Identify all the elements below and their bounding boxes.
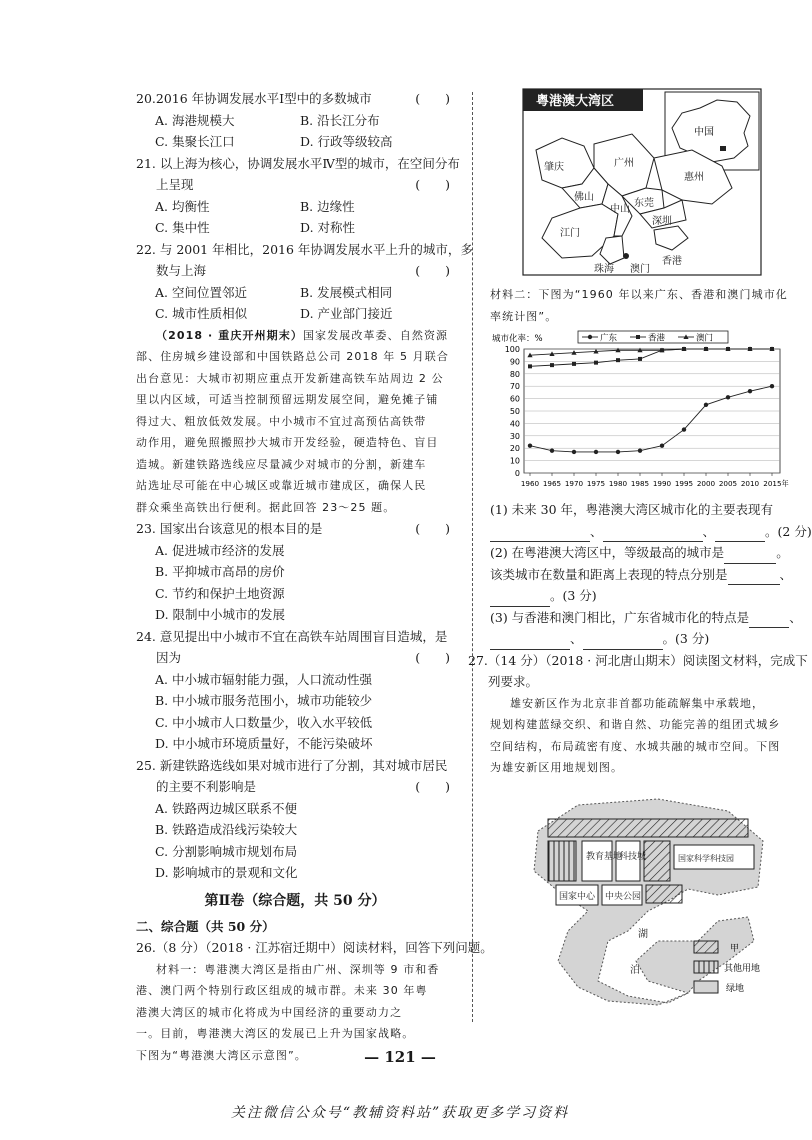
q26-material-1: 材料一：粤港澳大湾区是指由广州、深圳等 9 市和香 港、澳门两个特别行政区组成的城市群。未来 30 年粤 港澳大湾区的城市化将成为中国经济的重要动力之 一。目前，粤港澳大湾区的发展已上升为国家战略。 下图为“粤港澳大湾区示意图”。 [136,962,440,1062]
zone-east [646,885,682,903]
reading-passage: （2018 · 重庆开州期末）国家发展改革委、自然资源 部、住房城乡建设部和中国铁路总公司 2018 年 5 月联合 出台意见：大城市初期应重点开发新建高铁车站周边 2 公 里以内区域，可适当控制预留远期发展空间，避免摊子铺 得过大、粗放低效发展。中小城市不宜过高预估高铁带 动作用，避免照搬照抄大城市开发经验，硬造特色、盲目 造城。新建铁路选线应尽量减少对城市的分割，新建车 站选址尽可能在中心城区或靠近城市建成区，确保人民 群众乘坐高铁出行便利。据此回答 23～25 题。 [136,328,449,514]
data-point [704,403,708,407]
y-tick-label: 10 [509,456,520,466]
legend-jia: 甲 [730,943,740,954]
q21-options-cd: C. 集中性 D. 对称性 [155,220,356,235]
label-guangzhou: 广州 [614,158,634,169]
page-number: — 121 — [364,1048,436,1066]
q24-option-d: D. 中小城市环境质量好，不能污染破坏 [155,736,373,751]
chart-axes [505,345,789,488]
x-tick-label: 2000 [696,479,716,488]
label-hu: 湖 [638,928,648,940]
data-point [616,450,620,454]
q26-3: (3) 与香港和澳门相比，广东省城市化的特点是 、 [490,607,810,629]
legend-label: 香港 [648,333,666,344]
label-guojia-lab: 国家科学科技园 [678,853,734,863]
q24-option-a: A. 中小城市辐射能力强，人口流动性强 [155,671,372,687]
y-tick-label: 20 [509,444,520,454]
q23-option-a: A. 促进城市经济的发展 [155,542,285,558]
data-point [616,358,620,362]
q24-stem-cont: 因为 ( ) [156,650,450,665]
label-china: 中国 [694,127,714,138]
zone-north [548,819,748,837]
q26-1-blanks: 、 、 。(2 分) [490,521,810,543]
label-zhaoqing: 肇庆 [544,162,564,173]
y-tick-label: 100 [504,345,520,354]
data-point [594,450,598,454]
q23-option-b: B. 平抑城市高昂的房价 [155,564,285,579]
q22-stem-cont: 数与上海 ( ) [156,263,450,278]
label-huizhou: 惠州 [684,172,704,183]
chart-legend [578,331,728,344]
q27-head-cont: 列要求。 [488,674,539,689]
data-point [682,427,686,431]
xiongan-map [518,791,788,1011]
data-point [660,444,664,448]
x-tick-label: 2005 [718,479,738,488]
footer-note: 关注微信公众号“教辅资料站”获取更多学习资料 [230,1105,570,1121]
data-point [638,448,642,452]
q26-2-cont2: 。(3 分) [490,585,810,607]
column-divider [472,92,473,1022]
label-shenzhen: 深圳 [652,216,672,227]
q24-option-b: B. 中小城市服务范围小，城市功能较少 [155,693,373,708]
y-tick-label: 0 [514,469,520,478]
data-point [572,450,576,454]
q25-option-c: C. 分割影响城市规划布局 [155,843,298,859]
chart-ylabel: 城市化率：% [492,334,543,344]
q25-stem-cont: 的主要不利影响是 ( ) [156,779,450,794]
series-line-香港 [530,349,772,366]
q25-option-d: D. 影响城市的景观和文化 [155,865,298,880]
q26-2: (2) 在粤港澳大湾区中，等级最高的城市是 。 [490,542,810,564]
x-tick-label: 2010 [740,479,760,488]
macau-dot [623,253,629,259]
q22-stem: 22. 与 2001 年相比，2016 年协调发展水平上升的城市，多 [136,241,473,257]
q20-options-ab: A. 海港规模大 B. 沿长江分布 [155,112,380,128]
q25-option-b: B. 铁路造成沿线污染较大 [155,822,298,837]
y-tick-label: 90 [509,357,520,367]
legend-other: 其他用地 [724,963,761,974]
data-point [550,363,554,367]
data-point [594,361,598,365]
section-title: 第Ⅱ卷（综合题，共 50 分） [204,892,386,909]
q24-option-c: C. 中小城市人口数量少，收入水平较低 [155,714,373,730]
x-tick-label: 1985 [630,479,650,488]
left-column [136,88,493,1066]
urbanization-chart [490,329,790,495]
chart-series [527,346,774,454]
q26-1: (1) 未来 30 年，粤港澳大湾区城市化的主要表现有 [490,502,774,517]
label-foshan: 佛山 [574,192,594,203]
label-zhuhai: 珠海 [594,264,614,275]
label-macau: 澳门 [630,264,650,275]
label-bo: 泊 [630,964,640,976]
map-title: 粤港澳大湾区 [536,94,615,109]
label-dongguan: 东莞 [634,198,654,209]
q25-stem: 25. 新建铁路选线如果对城市进行了分割，其对城市居民 [136,757,448,773]
q20-stem: 20.2016 年协调发展水平Ⅰ型中的多数城市 ( ) [136,91,450,106]
q27-passage: 雄安新区作为北京非首都功能疏解集中承载地， 规划构建蓝绿交织、和谐自然、功能完善的组团式城乡 空间结构，布局疏密有度、水城共融的城市空间。下图 为雄安新区用地规划图。 [490,696,781,774]
q22-options-ab: A. 空间位置邻近 B. 发展模式相同 [155,284,393,300]
q23-option-d: D. 限制中小城市的发展 [155,607,286,622]
label-hongkong: 香港 [662,256,682,267]
data-point [550,448,554,452]
q24-stem: 24. 意见提出中小城市不宜在高铁车站周围盲目造城，是 [136,628,448,644]
legend-green: 绿地 [726,983,745,994]
data-point [638,357,642,361]
q21-stem: 21. 以上海为核心，协调发展水平Ⅳ型的城市，在空间分布 [136,155,460,171]
y-tick-label: 30 [509,431,520,441]
x-tick-label: 1990 [652,479,672,488]
q26-2-cont: 该类城市在数量和距离上表现的特点分别是 、 [490,564,810,586]
q21-options-ab: A. 均衡性 B. 边缘性 [155,198,355,214]
legend-label: 广东 [600,333,618,344]
q22-options-cd: C. 城市性质相似 D. 产业部门接近 [155,306,393,321]
x-tick-label: 1960 [520,479,540,488]
q26-3-cont: 、 。(3 分) [490,628,810,650]
gba-map [522,88,762,276]
x-tick-label: 1975 [586,479,606,488]
inset-marker [720,146,726,151]
q26-material-2: 材料二：下图为“1960 年以来广东、香港和澳门城市化 率统计图”。 [490,288,788,323]
data-point [726,395,730,399]
q23-option-c: C. 节约和保护土地资源 [155,585,285,601]
q25-option-a: A. 铁路两边城区联系不便 [155,800,297,816]
data-point [528,364,532,368]
label-guojia-zx: 国家中心 [559,891,596,902]
q26-head: 26.（8 分）（2018 · 江苏宿迁期中）阅读材料，回答下列问题。 [136,940,493,955]
y-tick-label: 40 [509,419,520,429]
x-tick-label: 1965 [542,479,562,488]
section-subtitle: 二、综合题（共 50 分） [136,918,275,934]
label-keji: 科技城 [619,851,647,862]
legend-label: 澳门 [696,333,714,344]
legend-marker [588,335,592,339]
data-point [748,389,752,393]
data-point [770,384,774,388]
label-jiangmen: 江门 [560,228,580,239]
right-column [468,88,812,1011]
label-zhongyang: 中央公园 [605,891,642,902]
zone-mid [644,841,670,881]
q21-stem-cont: 上呈现 ( ) [156,177,450,192]
label-zhongshan: 中山 [610,204,630,215]
label-jiaoyu: 教育基地 [586,851,623,862]
x-tick-label: 2015年 [763,479,789,488]
series-line-广东 [530,386,772,452]
y-tick-label: 70 [509,382,520,392]
data-point [572,362,576,366]
q23-stem: 23. 国家出台该意见的根本目的是 ( ) [136,521,450,536]
data-point [528,444,532,448]
y-tick-label: 80 [509,369,520,379]
x-tick-label: 1970 [564,479,584,488]
x-tick-label: 1995 [674,479,694,488]
q20-options-cd: C. 集聚长江口 D. 行政等级较高 [155,134,393,149]
legend-marker [636,335,640,339]
q27-head: 27.（14 分）（2018 · 河北唐山期末）阅读图文材料，完成下 [468,652,808,668]
x-tick-label: 1980 [608,479,628,488]
y-tick-label: 60 [509,394,520,404]
zone-west [548,841,576,881]
y-tick-label: 50 [509,407,520,416]
